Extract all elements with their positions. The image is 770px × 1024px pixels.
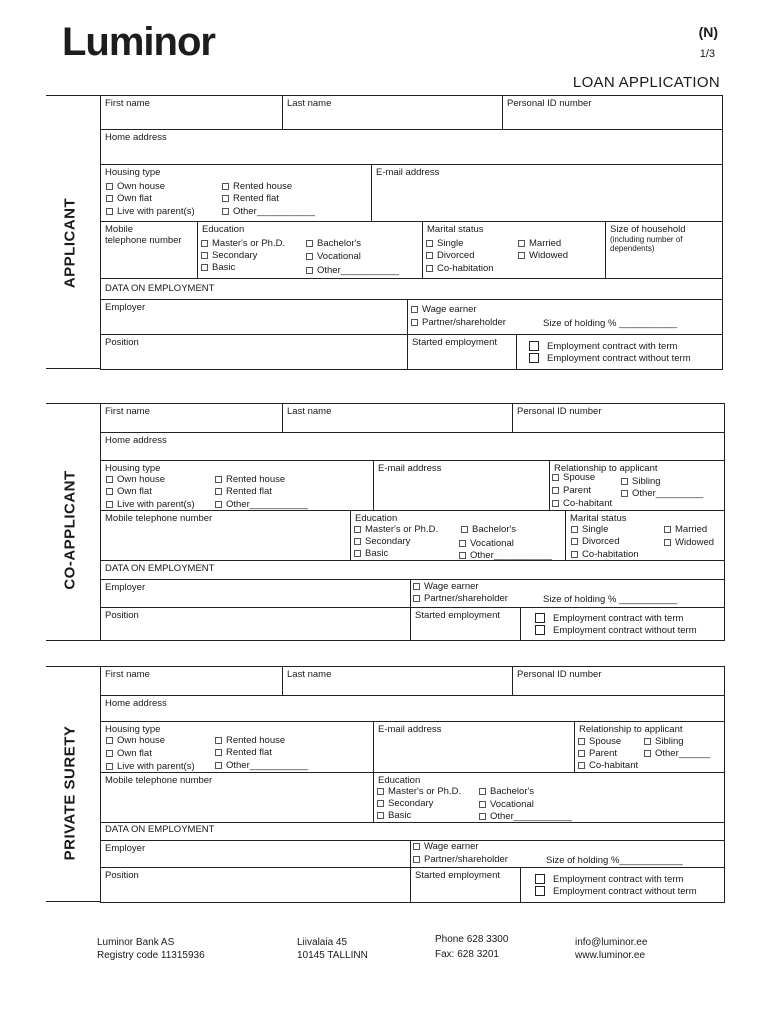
relationship-other-option[interactable]: Other_________ <box>621 488 703 499</box>
rented-flat-option[interactable]: Rented flat <box>215 486 272 497</box>
registry-code: Registry code 11315936 <box>97 950 205 961</box>
field-label: Home address <box>105 132 167 143</box>
checkbox[interactable] <box>529 341 539 351</box>
field-label: Home address <box>105 435 167 446</box>
single-option[interactable]: Single <box>571 524 608 535</box>
section-rule <box>46 368 101 369</box>
field-label: Mobile <box>105 224 133 235</box>
own-house-option[interactable]: Own house <box>106 474 165 485</box>
housing-other-option[interactable]: Other___________ <box>215 760 308 771</box>
checkbox[interactable] <box>571 538 578 545</box>
partner-option[interactable]: Partner/shareholder <box>411 317 506 328</box>
field-label: Size of household <box>610 224 686 235</box>
own-flat-option[interactable]: Own flat <box>106 748 152 759</box>
checkbox[interactable] <box>479 788 486 795</box>
field-label: Education <box>378 775 421 786</box>
checkbox[interactable] <box>621 478 628 485</box>
divorced-option[interactable]: Divorced <box>571 536 620 547</box>
masters-option[interactable]: Master's or Ph.D. <box>377 786 461 797</box>
contract-type-group <box>520 867 725 903</box>
started-employment-field[interactable] <box>410 607 521 641</box>
checkbox[interactable] <box>426 252 433 259</box>
contract-without-term-option[interactable]: Employment contract without term <box>529 353 691 364</box>
home-address-field[interactable] <box>100 129 723 165</box>
fax: Fax: 628 3201 <box>435 949 499 960</box>
checkbox[interactable] <box>459 552 466 559</box>
home-address-field[interactable] <box>100 695 725 722</box>
field-label: Last name <box>287 669 332 680</box>
masters-option[interactable]: Master's or Ph.D. <box>201 238 285 249</box>
checkbox[interactable] <box>354 538 361 545</box>
holding-field[interactable]: Size of holding % ___________ <box>543 594 678 605</box>
checkbox[interactable] <box>459 540 466 547</box>
checkbox[interactable] <box>461 526 468 533</box>
checkbox[interactable] <box>306 253 313 260</box>
rented-flat-option[interactable]: Rented flat <box>222 193 279 204</box>
parent-option[interactable]: Parent <box>578 748 617 759</box>
field-label: Started employment <box>415 870 501 881</box>
email-link[interactable]: info@luminor.ee <box>575 937 648 948</box>
field-label: Housing type <box>105 167 161 178</box>
checkbox[interactable] <box>411 319 418 326</box>
live-with-parents-option[interactable]: Live with parent(s) <box>106 206 195 217</box>
field-label: Personal ID number <box>517 406 602 417</box>
last-name-field[interactable] <box>282 666 513 696</box>
field-label: Education <box>355 513 398 524</box>
checkbox[interactable] <box>215 476 222 483</box>
personal-id-field[interactable] <box>512 666 725 696</box>
form-code: (N) <box>698 24 718 40</box>
web-link[interactable]: www.luminor.ee <box>575 950 646 961</box>
field-label: Started employment <box>415 610 501 621</box>
basic-option[interactable]: Basic <box>354 548 388 559</box>
secondary-option[interactable]: Secondary <box>377 798 433 809</box>
home-address-field[interactable] <box>100 432 725 461</box>
checkbox[interactable] <box>479 801 486 808</box>
cohabitant-option[interactable]: Co-habitant <box>578 760 638 771</box>
sibling-option[interactable]: Sibling <box>644 736 684 747</box>
masters-option[interactable]: Master's or Ph.D. <box>354 524 438 535</box>
checkbox[interactable] <box>413 583 420 590</box>
employer-field[interactable] <box>100 579 411 608</box>
checkbox[interactable] <box>377 800 384 807</box>
field-label: E-mail address <box>378 724 442 735</box>
checkbox[interactable] <box>215 762 222 769</box>
widowed-option[interactable]: Widowed <box>664 537 714 548</box>
checkbox[interactable] <box>354 526 361 533</box>
footer-online <box>575 936 647 962</box>
field-label: Position <box>105 870 139 881</box>
basic-option[interactable]: Basic <box>377 810 411 821</box>
contract-with-term-option[interactable]: Employment contract with term <box>529 341 677 352</box>
section-label-coapplicant: CO-APPLICANT <box>61 470 79 590</box>
personal-id-field[interactable] <box>502 95 723 130</box>
checkbox[interactable] <box>413 856 420 863</box>
checkbox[interactable] <box>535 613 545 623</box>
mobile-field[interactable] <box>100 510 351 561</box>
secondary-option[interactable]: Secondary <box>201 250 257 261</box>
first-name-field[interactable] <box>100 666 283 696</box>
checkbox[interactable] <box>106 476 113 483</box>
email-field[interactable] <box>373 460 550 511</box>
rented-house-option[interactable]: Rented house <box>215 474 285 485</box>
email-field[interactable] <box>371 164 723 222</box>
section-rule <box>46 640 101 641</box>
checkbox[interactable] <box>535 625 545 635</box>
own-house-option[interactable]: Own house <box>106 181 165 192</box>
field-label: Relationship to applicant <box>554 463 658 474</box>
first-name-field[interactable] <box>100 95 283 130</box>
field-label: Position <box>105 610 139 621</box>
page-number: 1/3 <box>699 48 715 60</box>
cohabitation-option[interactable]: Co-habitation <box>426 263 494 274</box>
field-label: Marital status <box>570 513 627 524</box>
checkbox[interactable] <box>571 551 578 558</box>
checkbox[interactable] <box>426 265 433 272</box>
contract-with-term-option[interactable]: Employment contract with term <box>535 874 683 885</box>
widowed-option[interactable]: Widowed <box>518 250 568 261</box>
checkbox[interactable] <box>222 195 229 202</box>
field-label: Relationship to applicant <box>579 724 683 735</box>
field-label: Started employment <box>412 337 498 348</box>
field-label: E-mail address <box>376 167 440 178</box>
checkbox[interactable] <box>106 195 113 202</box>
field-label: Position <box>105 337 139 348</box>
field-label: Housing type <box>105 463 161 474</box>
holding-field[interactable]: Size of holding %____________ <box>546 855 683 866</box>
field-label: Home address <box>105 698 167 709</box>
email-field[interactable] <box>373 721 575 773</box>
mobile-field[interactable] <box>100 772 374 823</box>
started-employment-field[interactable] <box>410 867 521 903</box>
basic-option[interactable]: Basic <box>201 262 235 273</box>
vocational-option[interactable]: Vocational <box>479 799 534 810</box>
field-label: Last name <box>287 406 332 417</box>
vocational-option[interactable]: Vocational <box>459 538 514 549</box>
section-rule <box>46 901 101 902</box>
section-label-applicant: APPLICANT <box>61 197 79 289</box>
wage-earner-option[interactable]: Wage earner <box>411 304 477 315</box>
checkbox[interactable] <box>552 500 559 507</box>
housing-other-option[interactable]: Other___________ <box>222 206 315 217</box>
wage-earner-option[interactable]: Wage earner <box>413 841 479 852</box>
own-flat-option[interactable]: Own flat <box>106 193 152 204</box>
field-label: Last name <box>287 98 332 109</box>
checkbox[interactable] <box>411 306 418 313</box>
holding-field[interactable]: Size of holding % ___________ <box>543 318 678 329</box>
section-rule <box>46 95 101 96</box>
checkbox[interactable] <box>413 595 420 602</box>
live-with-parents-option[interactable]: Live with parent(s) <box>106 499 195 510</box>
first-name-field[interactable] <box>100 403 283 433</box>
field-label: telephone number <box>105 235 182 246</box>
position-field[interactable] <box>100 334 408 370</box>
household-size-field[interactable] <box>605 221 723 279</box>
checkbox[interactable] <box>535 886 545 896</box>
checkbox[interactable] <box>578 762 585 769</box>
field-label: Employer <box>105 582 146 593</box>
checkbox[interactable] <box>306 267 313 274</box>
checkbox[interactable] <box>215 501 222 508</box>
checkbox[interactable] <box>479 813 486 820</box>
checkbox[interactable] <box>571 526 578 533</box>
checkbox[interactable] <box>106 763 113 770</box>
checkbox[interactable] <box>201 252 208 259</box>
field-label: Marital status <box>427 224 484 235</box>
spouse-option[interactable]: Spouse <box>578 736 621 747</box>
checkbox[interactable] <box>106 501 113 508</box>
checkbox[interactable] <box>215 737 222 744</box>
checkbox[interactable] <box>215 488 222 495</box>
cohabitation-option[interactable]: Co-habitation <box>571 549 639 560</box>
checkbox[interactable] <box>621 490 628 497</box>
contract-without-term-option[interactable]: Employment contract without term <box>535 886 697 897</box>
partner-option[interactable]: Partner/shareholder <box>413 593 508 604</box>
checkbox[interactable] <box>377 788 384 795</box>
checkbox[interactable] <box>413 843 420 850</box>
rented-house-option[interactable]: Rented house <box>222 181 292 192</box>
field-label: Mobile telephone number <box>105 513 213 524</box>
city: 10145 TALLINN <box>297 950 368 961</box>
wage-earner-option[interactable]: Wage earner <box>413 581 479 592</box>
field-label: Employer <box>105 843 146 854</box>
field-label: E-mail address <box>378 463 442 474</box>
last-name-field[interactable] <box>282 95 503 130</box>
personal-id-field[interactable] <box>512 403 725 433</box>
checkbox[interactable] <box>222 183 229 190</box>
checkbox[interactable] <box>552 474 559 481</box>
field-label: Employer <box>105 302 146 313</box>
field-label: Housing type <box>105 724 161 735</box>
checkbox[interactable] <box>644 738 651 745</box>
field-label: Personal ID number <box>517 669 602 680</box>
checkbox[interactable] <box>306 240 313 247</box>
checkbox[interactable] <box>106 488 113 495</box>
checkbox[interactable] <box>201 240 208 247</box>
street-address: Liivalaia 45 <box>297 937 348 948</box>
rented-house-option[interactable]: Rented house <box>215 735 285 746</box>
checkbox[interactable] <box>578 750 585 757</box>
relationship-other-option[interactable]: Other______ <box>644 748 710 759</box>
employment-data-heading: DATA ON EMPLOYMENT <box>100 278 723 300</box>
mobile-field[interactable] <box>100 221 198 279</box>
checkbox[interactable] <box>106 183 113 190</box>
employment-data-heading: DATA ON EMPLOYMENT <box>100 822 725 841</box>
spouse-option[interactable]: Spouse <box>552 472 595 483</box>
own-flat-option[interactable]: Own flat <box>106 486 152 497</box>
checkbox[interactable] <box>377 812 384 819</box>
vocational-option[interactable]: Vocational <box>306 251 361 262</box>
single-option[interactable]: Single <box>426 238 463 249</box>
field-label: Education <box>202 224 245 235</box>
field-label: Personal ID number <box>507 98 592 109</box>
secondary-option[interactable]: Secondary <box>354 536 410 547</box>
company-name: Luminor Bank AS <box>97 937 175 948</box>
married-option[interactable]: Married <box>664 524 707 535</box>
checkbox[interactable] <box>201 264 208 271</box>
section-label-surety: PRIVATE SURETY <box>61 725 79 861</box>
position-field[interactable] <box>100 867 411 903</box>
checkbox[interactable] <box>644 750 651 757</box>
partner-option[interactable]: Partner/shareholder <box>413 854 508 865</box>
footer-address <box>297 936 368 962</box>
live-with-parents-option[interactable]: Live with parent(s) <box>106 761 195 772</box>
contract-with-term-option[interactable]: Employment contract with term <box>535 613 683 624</box>
married-option[interactable]: Married <box>518 238 561 249</box>
field-note: (including number of <box>610 235 683 244</box>
divorced-option[interactable]: Divorced <box>426 250 475 261</box>
field-label: First name <box>105 98 150 109</box>
bachelors-option[interactable]: Bachelor's <box>461 524 516 535</box>
parent-option[interactable]: Parent <box>552 485 591 496</box>
checkbox[interactable] <box>664 526 671 533</box>
section-rule <box>46 403 101 404</box>
field-note: dependents) <box>610 244 655 253</box>
education-other-option[interactable]: Other___________ <box>459 550 552 561</box>
checkbox[interactable] <box>518 252 525 259</box>
employment-data-heading: DATA ON EMPLOYMENT <box>100 560 725 580</box>
checkbox[interactable] <box>106 737 113 744</box>
footer-contact <box>435 932 508 962</box>
field-label: First name <box>105 669 150 680</box>
checkbox[interactable] <box>535 874 545 884</box>
rented-flat-option[interactable]: Rented flat <box>215 747 272 758</box>
section-rule <box>46 666 101 667</box>
checkbox[interactable] <box>215 749 222 756</box>
own-house-option[interactable]: Own house <box>106 735 165 746</box>
position-field[interactable] <box>100 607 411 641</box>
education-other-option[interactable]: Other___________ <box>306 265 399 276</box>
page-title: LOAN APPLICATION <box>572 74 720 91</box>
last-name-field[interactable] <box>282 403 513 433</box>
luminor-logo: Luminor <box>62 20 215 64</box>
sibling-option[interactable]: Sibling <box>621 476 661 487</box>
field-label: Mobile telephone number <box>105 775 213 786</box>
contract-type-group <box>516 334 723 370</box>
bachelors-option[interactable]: Bachelor's <box>306 238 361 249</box>
checkbox[interactable] <box>106 750 113 757</box>
checkbox[interactable] <box>426 240 433 247</box>
checkbox[interactable] <box>222 208 229 215</box>
field-label: First name <box>105 406 150 417</box>
checkbox[interactable] <box>354 550 361 557</box>
checkbox[interactable] <box>578 738 585 745</box>
contract-without-term-option[interactable]: Employment contract without term <box>535 625 697 636</box>
education-other-option[interactable]: Other___________ <box>479 811 572 822</box>
started-employment-field[interactable] <box>407 334 517 370</box>
cohabitant-option[interactable]: Co-habitant <box>552 498 612 509</box>
checkbox[interactable] <box>552 487 559 494</box>
footer-company <box>97 936 205 962</box>
employer-field[interactable] <box>100 840 411 868</box>
checkbox[interactable] <box>664 539 671 546</box>
checkbox[interactable] <box>106 208 113 215</box>
housing-other-option[interactable]: Other___________ <box>215 499 308 510</box>
bachelors-option[interactable]: Bachelor's <box>479 786 534 797</box>
employer-field[interactable] <box>100 299 408 335</box>
phone: Phone 628 3300 <box>435 934 509 945</box>
checkbox[interactable] <box>529 353 539 363</box>
checkbox[interactable] <box>518 240 525 247</box>
